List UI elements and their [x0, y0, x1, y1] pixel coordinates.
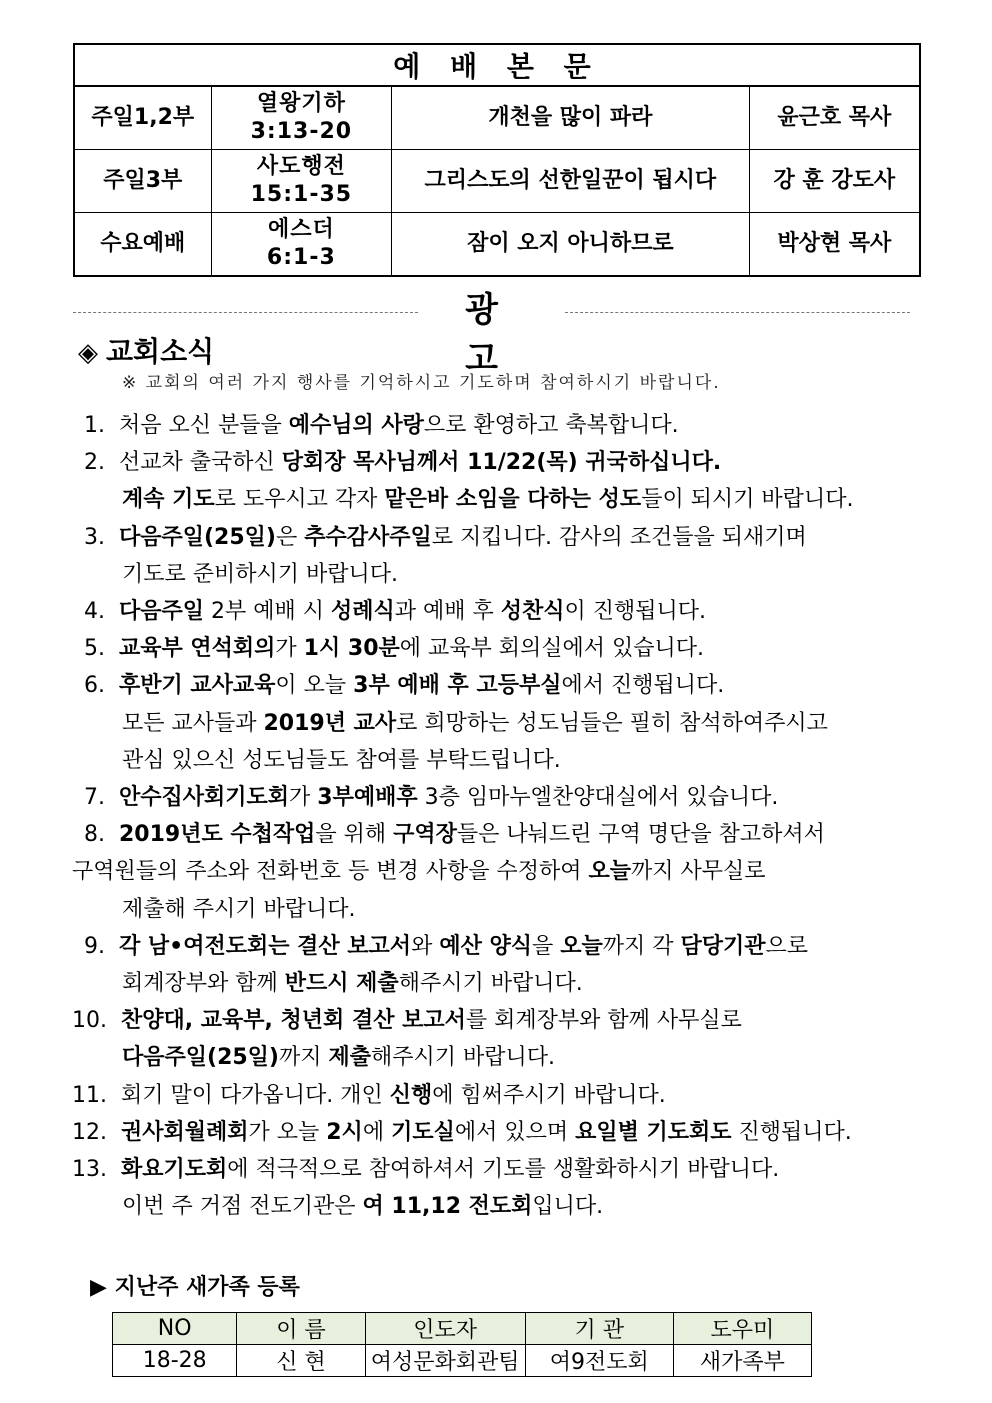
sermon-title: 그리스도의 선한일꾼이 됩시다 — [392, 150, 750, 213]
item-text: 까지 각 — [602, 933, 681, 959]
item-text: 해주시기 바랍니다. — [371, 1045, 556, 1071]
item-text: 3층 임마누엘찬양대실에서 있습니다. — [417, 785, 779, 810]
sermon-title: 잠이 오지 아니하므로 — [392, 213, 750, 277]
table-cell: 신 현 — [237, 1345, 365, 1377]
emphasized-text: 예수님의 사랑 — [288, 413, 424, 438]
emphasized-text: 기도실 — [391, 1119, 455, 1145]
emphasized-text: 3부예배후 — [317, 785, 418, 810]
item-text: 이 오늘 — [275, 673, 354, 699]
column-header: 도우미 — [673, 1313, 811, 1345]
scripture-passage — [211, 150, 392, 213]
announcement-item — [84, 631, 704, 662]
item-text: 에서 있으며 — [454, 1119, 576, 1145]
service-name: 수요예배 — [74, 213, 211, 277]
item-text: 을 — [531, 933, 561, 959]
item-number: 7. — [84, 785, 119, 810]
item-text: 로 도우시고 각자 — [214, 487, 385, 513]
dashed-divider — [565, 312, 910, 313]
column-header: 인도자 — [365, 1313, 525, 1345]
item-number: 13. — [72, 1157, 121, 1182]
item-text: 2부 예배 시 — [204, 599, 331, 624]
announcement-continuation — [122, 966, 583, 997]
emphasized-text: 계속 기도 — [122, 487, 215, 513]
announcement-continuation — [122, 1189, 603, 1220]
scripture-passage — [211, 86, 392, 150]
item-number: 1. — [84, 413, 119, 438]
item-text: 입니다. — [532, 1194, 604, 1220]
table-cell: 새가족부 — [673, 1345, 811, 1377]
announcement-title: 광 고 — [465, 290, 538, 379]
emphasized-text: 구역장 — [393, 822, 457, 848]
table-row — [113, 1345, 812, 1377]
item-text: 와 — [411, 933, 440, 959]
item-text: 회계장부와 함께 — [122, 971, 285, 996]
item-text: 을 위해 — [315, 822, 394, 848]
service-name: 주일3부 — [74, 150, 211, 213]
emphasized-text: 2019년 교사 — [263, 710, 397, 736]
item-text: 은 — [275, 524, 305, 550]
announcement-continuation — [72, 854, 766, 885]
item-text: 를 회계장부와 함께 사무실로 — [465, 1008, 742, 1034]
emphasized-text: 당회장 목사님께서 11/22(목) 귀국하십니다. — [281, 450, 722, 476]
dashed-divider — [73, 312, 418, 313]
item-text: 들이 되시기 바랍니다. — [641, 487, 854, 513]
scripture-verse: 3:13-20 — [250, 119, 353, 144]
item-number: 8. — [84, 822, 119, 848]
item-text: 가 — [275, 636, 304, 662]
announcement-continuation — [122, 1040, 555, 1071]
emphasized-text: 다음주일(25일) — [118, 524, 276, 550]
item-text: 구역원들의 주소와 전화번호 등 변경 사항을 수정하여 — [72, 859, 589, 885]
emphasized-text: 오늘 — [588, 859, 632, 885]
item-text: 이번 주 거점 전도기관은 — [122, 1194, 363, 1220]
item-text: 처음 오신 분들을 — [118, 413, 289, 438]
preacher: 강 훈 강도사 — [749, 150, 920, 213]
emphasized-text: 담당기관 — [680, 933, 766, 959]
sermon-title: 개천을 많이 파라 — [392, 86, 750, 150]
item-text: 으로 — [765, 933, 809, 959]
item-text: 에 — [362, 1119, 392, 1145]
announcement-item — [84, 817, 825, 848]
table-cell: 여9전도회 — [525, 1345, 673, 1377]
item-number: 12. — [72, 1119, 121, 1145]
item-text: 제출해 주시기 바랍니다. — [122, 896, 356, 922]
emphasized-text: 여 11,12 전도회 — [362, 1194, 533, 1220]
announcement-item — [72, 1152, 779, 1183]
sermon-row — [74, 86, 920, 150]
emphasized-text: 화요기도회 — [120, 1157, 228, 1182]
emphasized-text: 2019년도 수첩작업 — [118, 822, 316, 848]
item-text: 진행됩니다. — [731, 1119, 852, 1145]
item-text: 에 교육부 회의실에서 있습니다. — [399, 636, 705, 662]
emphasized-text: 다음주일 — [118, 599, 204, 624]
item-text: 에 힘써주시기 바랍니다. — [432, 1082, 666, 1108]
emphasized-text: 예산 양식 — [439, 933, 532, 959]
section-heading — [78, 330, 214, 370]
scripture-book: 사도행전 — [256, 154, 346, 179]
announcement-item — [84, 520, 807, 551]
emphasized-text: 반드시 제출 — [284, 971, 399, 996]
sermon-row — [74, 150, 920, 213]
announcement-continuation — [122, 706, 828, 737]
announcement-item — [84, 668, 724, 699]
preacher: 박상현 목사 — [749, 213, 920, 277]
emphasized-text: 요일별 기도회도 — [575, 1119, 732, 1145]
emphasized-text: 교육부 연석회의 — [118, 636, 276, 662]
announcement-continuation — [122, 482, 853, 513]
emphasized-text: 권사회월례회 — [120, 1119, 249, 1145]
announcement-item — [84, 445, 721, 476]
diamond-icon: ◈ — [78, 338, 98, 368]
item-text: 가 — [289, 785, 318, 810]
announcement-item — [84, 594, 706, 625]
item-text: 가 오늘 — [248, 1119, 327, 1145]
section-note: ※ 교회의 여러 가지 행사를 기억하시고 기도하며 참여하시기 바랍니다. — [122, 373, 721, 393]
new-family-table — [112, 1312, 812, 1377]
announcement-item — [84, 408, 679, 439]
item-text: 이 진행됩니다. — [564, 599, 707, 624]
scripture-verse: 6:1-3 — [266, 245, 336, 270]
announcement-item — [72, 1078, 666, 1109]
item-number: 10. — [72, 1008, 121, 1034]
announcement-item — [72, 1115, 852, 1146]
emphasized-text: 찬양대, 교육부, 청년회 결산 보고서 — [120, 1008, 466, 1034]
scripture-passage — [211, 213, 392, 277]
item-text: 까지 — [279, 1045, 329, 1071]
item-number: 11. — [72, 1082, 121, 1108]
emphasized-text: 신행 — [389, 1082, 433, 1108]
table-cell: 18-28 — [113, 1345, 237, 1377]
announcement-continuation — [122, 892, 356, 923]
item-number: 2. — [84, 450, 119, 476]
scripture-verse: 15:1-35 — [250, 182, 353, 207]
item-text: 회기 말이 다가옵니다. 개인 — [120, 1082, 390, 1108]
column-header: 기 관 — [525, 1313, 673, 1345]
item-text: 로 지킵니다. 감사의 조건들을 되새기며 — [431, 524, 807, 550]
announcement-item — [84, 929, 808, 960]
sermon-table-title: 예 배 본 문 — [74, 44, 920, 86]
emphasized-text: 오늘 — [560, 933, 603, 959]
announcement-continuation — [122, 743, 561, 774]
announcement-item — [84, 780, 778, 811]
emphasized-text: 3부 예배 후 고등부실 — [353, 673, 562, 699]
emphasized-text: 성례식 — [330, 599, 395, 624]
item-number: 6. — [84, 673, 119, 699]
new-family-heading: ▶ 지난주 새가족 등록 — [90, 1275, 300, 1300]
item-text: 까지 사무실로 — [631, 859, 766, 885]
item-text: 기도로 준비하시기 바랍니다. — [122, 561, 399, 587]
item-number: 4. — [84, 599, 119, 624]
table-cell: 여성문화회관팀 — [365, 1345, 525, 1377]
emphasized-text: 후반기 교사교육 — [118, 673, 276, 699]
announcement-item — [72, 1003, 742, 1034]
service-name: 주일1,2부 — [74, 86, 211, 150]
emphasized-text: 성찬식 — [500, 599, 565, 624]
item-text: 로 희망하는 성도님들은 필히 참석하여주시고 — [396, 710, 828, 736]
item-text: 들은 나눠드린 구역 명단을 참고하셔서 — [456, 822, 825, 848]
item-number: 5. — [84, 636, 119, 662]
sermon-row — [74, 213, 920, 277]
preacher: 윤근호 목사 — [749, 86, 920, 150]
item-text: 관심 있으신 성도님들도 참여를 부탁드립니다. — [122, 747, 561, 773]
sermon-table — [73, 43, 921, 277]
item-text: 에서 진행됩니다. — [561, 673, 725, 699]
emphasized-text: 2시 — [326, 1119, 363, 1145]
column-header: 이 름 — [237, 1313, 365, 1345]
emphasized-text: 제출 — [328, 1045, 372, 1071]
column-header: NO — [113, 1313, 237, 1345]
item-text: 선교차 출국하신 — [118, 450, 282, 476]
emphasized-text: 맡은바 소임을 다하는 성도 — [384, 487, 642, 513]
emphasized-text: 각 남•여전도회는 결산 보고서 — [118, 933, 412, 959]
item-text: 과 예배 후 — [394, 599, 501, 624]
emphasized-text: 다음주일(25일) — [122, 1045, 279, 1071]
section-heading-text: 교회소식 — [106, 335, 215, 368]
announcement-continuation — [122, 557, 398, 588]
emphasized-text: 안수집사회기도회 — [118, 785, 290, 810]
table-header-row — [113, 1313, 812, 1345]
item-number: 3. — [84, 524, 119, 550]
item-text: 에 적극적으로 참여하셔서 기도를 생활화하시기 바랍니다. — [227, 1157, 780, 1182]
scripture-book: 에스더 — [267, 217, 335, 242]
emphasized-text: 추수감사주일 — [304, 524, 432, 550]
item-number: 9. — [84, 933, 119, 959]
item-text: 으로 환영하고 축복합니다. — [423, 413, 679, 438]
emphasized-text: 1시 30분 — [303, 636, 400, 662]
item-text: 모든 교사들과 — [122, 710, 264, 736]
scripture-book: 열왕기하 — [256, 91, 346, 116]
item-text: 해주시기 바랍니다. — [398, 971, 583, 996]
